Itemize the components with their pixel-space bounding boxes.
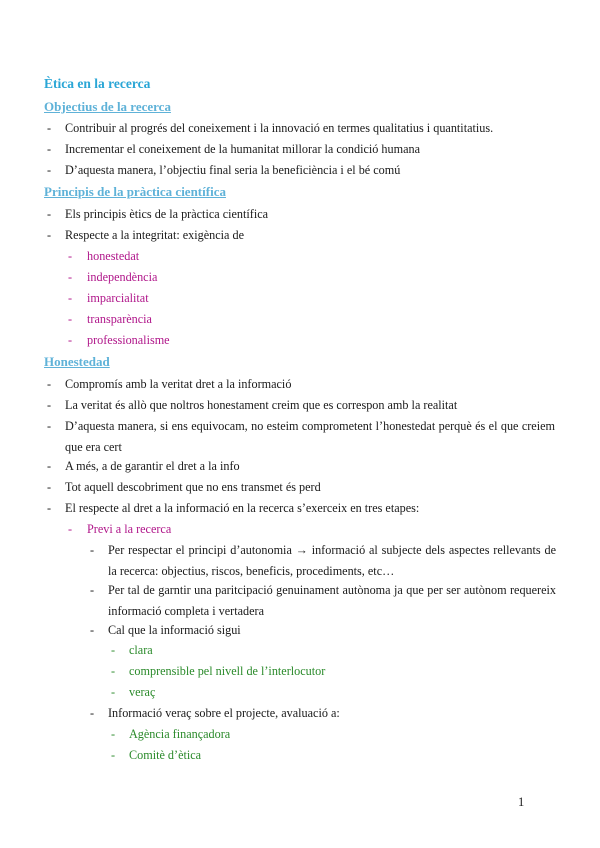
heading-honestedad: Honestedad <box>44 354 110 369</box>
heading-principis: Principis de la pràctica científica <box>44 184 226 199</box>
heading-objectius: Objectius de la recerca <box>44 99 171 114</box>
page-number: 1 <box>518 795 525 809</box>
document-page: Ètica en la recerca Objectius de la recerca - Contribuir al progrés del coneixement i la innovació en termes qualitatius i quantitatius. - Incrementar el coneixement de la humanitat millorar la condició humana - D’aquesta manera, l’objectiu final seria la beneficiència i el bé comú Principis de la pràctica científica - Els principis ètics de la pràctica científica - Respecte a la integritat: exigència de - honestedat - independència - imparcialitat - transparència - professionalisme Honestedad - Compromís amb la veritat dret a la informació - La veritat és allò que noltros honestament creim que es correspon amb la realitat - D’aquesta manera, si ens equivocam, no esteim comprometent l’honestedat perquè és el que creiem que era cert - A més, a de garantir el dret a la info - Tot aquell descobriment que no ens transmet és perd - El respecte al dret a la informació en la recerca s’exerceix en tres etapes: - Previ a la recerca - Per respectar el principi d’autonomia → informació al subjecte dels aspectes rellevants de la recerca: objectius, riscos, beneficis, procediments, etc… - Per tal de garntir una paritcipació genuinament autònoma ja que per ser autònom requereix informació completa i vertadera - Cal que la informació sigui - clara - comprensible pel nivell de l’interlocutor - veraç - Informació veraç sobre el projecte, avaluació a: - Agència finançadora - Comitè d’ètica 1 <box>44 76 556 809</box>
document-title: Ètica en la recerca <box>44 76 151 91</box>
